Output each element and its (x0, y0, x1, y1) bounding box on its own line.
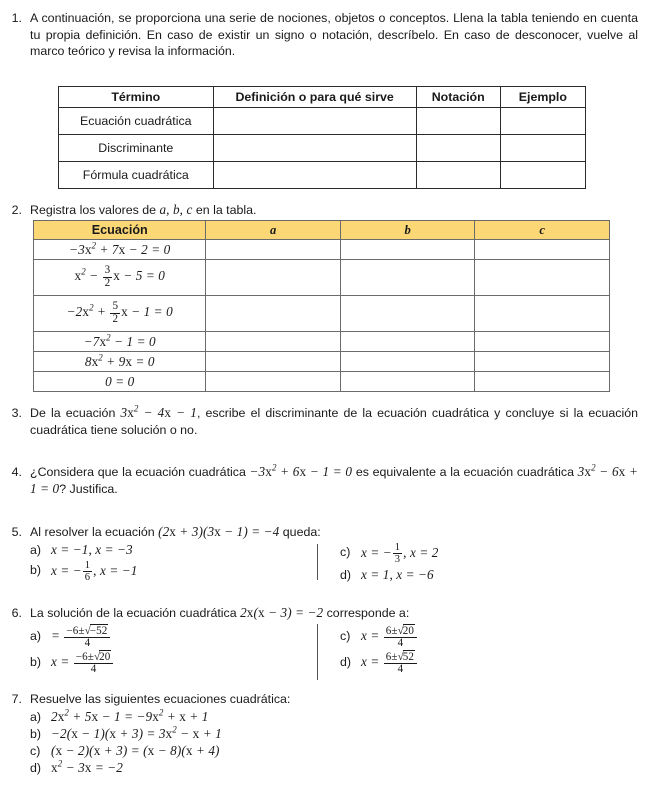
table-terminos-cell-definicion[interactable] (213, 162, 416, 189)
question-2-text-suffix: en la tabla. (192, 203, 257, 217)
option-6-c-value: x = $\frac{6\pm√20}{4}$ (361, 626, 418, 651)
table-valores-abc (33, 220, 610, 392)
table-abc-cell-c[interactable] (475, 352, 610, 372)
table-row (59, 162, 586, 189)
option-5-d-value: x = 1, x = −6 (361, 567, 434, 583)
table-abc-header-row (34, 221, 610, 240)
question-2-text (30, 202, 638, 219)
table-row (59, 108, 586, 135)
option-5-a-value: x = −1, x = −3 (51, 541, 133, 557)
option-7-a-label: a) (30, 709, 42, 724)
table-abc-cell-a[interactable] (206, 332, 341, 352)
table-terminos-header-row (59, 87, 586, 108)
table-abc-cell-equation: 0 = 0 (34, 372, 206, 392)
option-6-b[interactable] (30, 652, 322, 678)
question-4-math-2: $3x^2 - 6x + 1 = 0$ (30, 462, 638, 496)
option-7-c-label: c) (30, 743, 41, 758)
table-abc-cell-a[interactable] (206, 240, 341, 260)
table-terminos-cell-notacion[interactable] (416, 135, 500, 162)
question-5 (8, 524, 638, 583)
question-2-text-prefix: Registra los valores de (30, 203, 160, 217)
question-7-options (30, 709, 638, 776)
question-5-number: 5. (11, 525, 22, 539)
option-5-b[interactable] (30, 560, 322, 584)
question-4-text-part2: es equivalente a la ecuación cuadrática (352, 465, 578, 479)
table-abc-cell-equation: $-3x^2 + 7x - 2 = 0$ (34, 240, 206, 260)
question-3 (8, 405, 638, 438)
table-terminos-cell-notacion[interactable] (416, 162, 500, 189)
option-7-d-value: $x^2 - 3x = -2$ (51, 758, 123, 775)
table-terminos-cell-ejemplo[interactable] (500, 135, 585, 162)
table-terminos-cell-definicion[interactable] (213, 135, 416, 162)
question-6-text-part2: corresponde a: (323, 606, 410, 620)
table-abc-cell-b[interactable] (340, 332, 475, 352)
question-3-text (30, 405, 638, 438)
table-terminos-header-termino: Término (59, 87, 214, 108)
table-abc-cell-c[interactable] (475, 260, 610, 296)
table-row (59, 135, 586, 162)
option-6-a[interactable] (30, 626, 322, 652)
question-7 (8, 691, 638, 776)
question-1 (8, 10, 638, 60)
table-row (34, 240, 610, 260)
question-5-options-left-column (30, 542, 322, 584)
table-abc-header-b: b (340, 221, 475, 240)
option-5-a[interactable] (30, 542, 322, 558)
question-6 (8, 605, 638, 678)
question-3-text-part1: De la ecuación (30, 406, 121, 420)
question-5-text-part1: Al resolver la ecuación (30, 525, 159, 539)
option-7-a[interactable] (30, 709, 638, 725)
table-abc-cell-b[interactable] (340, 240, 475, 260)
table-abc-cell-b[interactable] (340, 352, 475, 372)
question-6-math: 2x(x − 3) = −2 (240, 605, 324, 620)
question-4-number: 4. (11, 465, 22, 479)
table-abc-header-a: a (206, 221, 341, 240)
question-5-text-part2: queda: (279, 525, 321, 539)
option-7-d-label: d) (30, 760, 42, 775)
option-5-c-value: x = − $\frac{1}{3}$ , x = 2 (361, 541, 439, 565)
table-abc-cell-b[interactable] (340, 296, 475, 332)
question-4-text-part1: ¿Considera que la ecuación cuadrática (30, 465, 250, 479)
question-4-text-part3: ? Justifica. (59, 481, 118, 496)
question-3-math: $3x^2 - 4x - 1$ (120, 403, 197, 420)
table-terminos-header-ejemplo: Ejemplo (500, 87, 585, 108)
table-terminos-cell-ejemplo[interactable] (500, 108, 585, 135)
option-5-c[interactable] (340, 542, 632, 566)
question-6-options-right-column (322, 626, 632, 678)
question-1-number: 1. (11, 11, 22, 25)
question-1-text: A continuación, se proporciona una serie de nociones, objetos o conceptos. Llena la tabla teniendo en cuenta tu propia definición. En caso de existir un signo o notación, descríbelo. En caso de desconocer, vuelve al marco teórico y revisa la información. (30, 11, 638, 58)
question-6-options-left-column (30, 626, 322, 678)
option-7-d[interactable] (30, 760, 638, 776)
table-terminos (58, 86, 586, 189)
option-7-c-value: (x − 2)(x + 3) = (x − 8)(x + 4) (51, 742, 220, 758)
question-6-text (30, 605, 638, 622)
table-abc-cell-a[interactable] (206, 296, 341, 332)
option-7-b-label: b) (30, 726, 42, 741)
table-row (34, 332, 610, 352)
option-6-a-label: a) (30, 628, 42, 643)
question-2-math: a, b, c (159, 202, 193, 217)
table-terminos-cell-definicion[interactable] (213, 108, 416, 135)
option-5-a-label: a) (30, 542, 42, 557)
table-terminos-cell-term: Fórmula cuadrática (59, 162, 214, 189)
question-3-text-part2: , escribe el discriminante de la ecuación cuadrática y concluye si la ecuación cuadrática tiene solución o no. (30, 406, 638, 437)
options-divider-6 (317, 624, 318, 680)
option-5-d-label: d) (340, 568, 352, 583)
table-abc-cell-c[interactable] (475, 296, 610, 332)
option-6-a-value: = $\frac{-6\pm√-52}{4}$ (51, 626, 111, 651)
table-abc-cell-equation: $x^2$ − $\frac{3}{2}$ x − 5 = 0 (34, 260, 206, 296)
option-7-c[interactable] (30, 743, 638, 759)
question-6-text-part1: La solución de la ecuación cuadrática (30, 606, 241, 620)
option-5-d[interactable] (340, 567, 632, 583)
table-abc-cell-c[interactable] (475, 372, 610, 392)
table-terminos-cell-term: Discriminante (59, 135, 214, 162)
question-4-text (30, 464, 638, 497)
option-5-b-value: x = − $\frac{1}{6}$ , x = −1 (51, 559, 138, 583)
question-2-number: 2. (11, 203, 22, 217)
question-2 (8, 202, 638, 219)
question-5-math: (2x + 3)(3x − 1) = −4 (158, 524, 280, 539)
options-divider-5 (317, 544, 318, 580)
table-row (34, 296, 610, 332)
table-abc-cell-c[interactable] (475, 332, 610, 352)
question-6-options (30, 626, 638, 678)
option-6-d-value: x = $\frac{6\pm√52}{4}$ (361, 652, 418, 677)
question-7-number: 7. (11, 692, 22, 706)
question-5-options-right-column (322, 542, 632, 584)
table-abc-cell-a[interactable] (206, 260, 341, 296)
table-abc-cell-c[interactable] (475, 240, 610, 260)
table-abc-cell-b[interactable] (340, 260, 475, 296)
table-abc-cell-equation: $8x^2 + 9x = 0$ (34, 352, 206, 372)
question-5-options (30, 542, 638, 584)
table-abc-header-ecuacion: Ecuación (34, 221, 206, 240)
question-4-math-1: $-3x^2 + 6x - 1 = 0$ (249, 462, 353, 479)
option-7-b[interactable] (30, 726, 638, 742)
table-terminos-header-definicion: Definición o para qué sirve (213, 87, 416, 108)
question-7-text: Resuelve las siguientes ecuaciones cuadrática: (30, 692, 291, 706)
question-3-number: 3. (11, 406, 22, 420)
option-7-b-value: $-2(x - 1)(x + 3) = 3x^2 - x + 1$ (51, 724, 222, 741)
question-6-number: 6. (11, 606, 22, 620)
option-6-b-value: x = $\frac{-6\pm√20}{4}$ (51, 652, 114, 677)
table-abc-header-c: c (475, 221, 610, 240)
table-row (34, 372, 610, 392)
question-5-text (30, 524, 638, 541)
table-abc-cell-a[interactable] (206, 352, 341, 372)
table-terminos-cell-term: Ecuación cuadrática (59, 108, 214, 135)
table-row (34, 352, 610, 372)
option-5-b-label: b) (30, 563, 42, 578)
table-abc-cell-equation: $-7x^2 - 1 = 0$ (34, 332, 206, 352)
option-6-c[interactable] (340, 626, 632, 652)
table-row (34, 260, 610, 296)
option-7-a-value: $2x^2 + 5x - 1 = -9x^2 + x + 1$ (51, 707, 209, 724)
table-abc-cell-b[interactable] (340, 372, 475, 392)
option-5-c-label: c) (340, 545, 351, 560)
table-abc-cell-a[interactable] (206, 372, 341, 392)
table-terminos-cell-ejemplo[interactable] (500, 162, 585, 189)
table-abc-cell-equation: $-2x^2$ + $\frac{5}{2}$ x − 1 = 0 (34, 296, 206, 332)
question-4 (8, 464, 638, 497)
option-6-c-label: c) (340, 628, 351, 643)
table-terminos-cell-notacion[interactable] (416, 108, 500, 135)
table-terminos-header-notacion: Notación (416, 87, 500, 108)
option-6-d-label: d) (340, 654, 352, 669)
option-6-d[interactable] (340, 652, 632, 678)
option-6-b-label: b) (30, 654, 42, 669)
